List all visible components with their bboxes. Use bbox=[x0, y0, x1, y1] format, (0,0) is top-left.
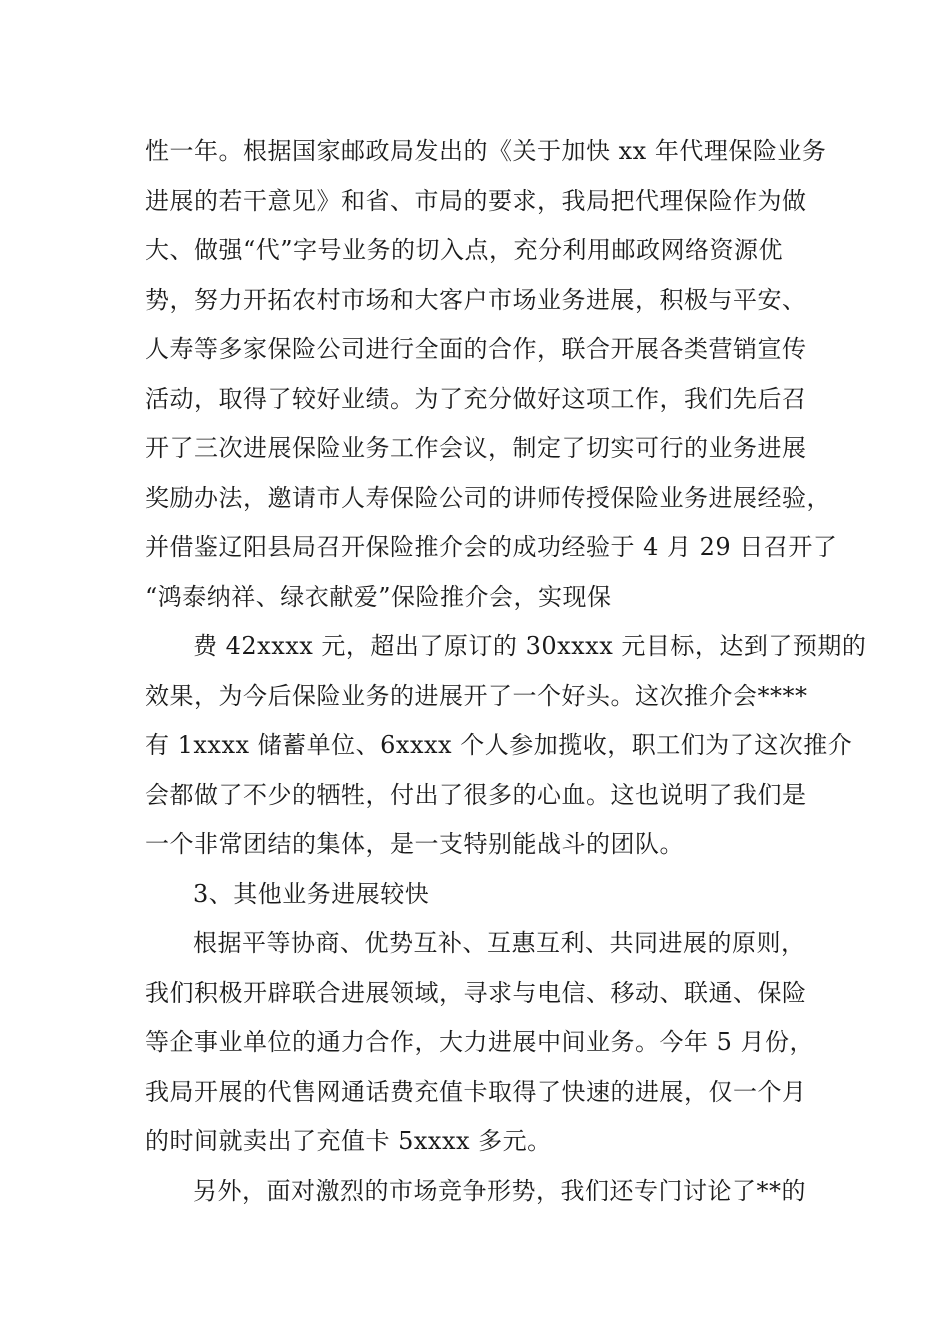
text-line: 会都做了不少的牺牲，付出了很多的心血。这也说明了我们是 bbox=[145, 780, 807, 809]
text-line: 奖励办法，邀请市人寿保险公司的讲师传授保险业务进展经验， bbox=[145, 483, 831, 512]
text-line: 等企事业单位的通力合作，大力进展中间业务。今年 5 月份， bbox=[145, 1028, 815, 1056]
text-line: 并借鉴辽阳县局召开保险推介会的成功经验于 4 月 29 日召开了 bbox=[145, 533, 838, 561]
text-line: 一个非常团结的集体，是一支特别能战斗的团队。 bbox=[145, 830, 684, 858]
text-line: 有 1xxxx 储蓄单位、6xxxx 个人参加揽收，职工们为了这次推介 bbox=[145, 731, 853, 759]
document-body bbox=[145, 127, 867, 1216]
section-heading: 3、其他业务进展较快 bbox=[193, 879, 430, 908]
text-line: 开了三次进展保险业务工作会议，制定了切实可行的业务进展 bbox=[145, 434, 807, 462]
paragraph-start-line: 根据平等协商、优势互补、互惠互利、共同进展的原则， bbox=[193, 929, 806, 957]
text-line: 性一年。根据国家邮政局发出的《关于加快 xx 年代理保险业务 bbox=[145, 137, 827, 165]
text-line: 进展的若干意见》和省、市局的要求，我局把代理保险作为做 bbox=[145, 186, 807, 215]
text-line: 我局开展的代售网通话费充值卡取得了快速的进展，仅一个月 bbox=[145, 1077, 807, 1106]
paragraph-start-line: 另外，面对激烈的市场竞争形势，我们还专门讨论了**的 bbox=[193, 1176, 806, 1205]
text-line: 效果，为今后保险业务的进展开了一个好头。这次推介会**** bbox=[145, 681, 808, 710]
text-line: 人寿等多家保险公司进行全面的合作，联合开展各类营销宣传 bbox=[145, 335, 807, 363]
text-line: 大、做强“代”字号业务的切入点，充分利用邮政网络资源优 bbox=[145, 236, 784, 264]
text-line: 势，努力开拓农村市场和大客户市场业务进展，积极与平安、 bbox=[145, 285, 807, 314]
paragraph-start-line: 费 42xxxx 元，超出了原订的 30xxxx 元目标，达到了预期的 bbox=[193, 632, 867, 660]
text-line: 活动，取得了较好业绩。为了充分做好这项工作，我们先后召 bbox=[145, 384, 807, 413]
text-line: 的时间就卖出了充值卡 5xxxx 多元。 bbox=[145, 1127, 552, 1155]
text-line: 我们积极开辟联合进展领域，寻求与电信、移动、联通、保险 bbox=[145, 978, 807, 1007]
text-line: “鸿泰纳祥、绿衣献爱”保险推介会，实现保 bbox=[145, 582, 612, 611]
